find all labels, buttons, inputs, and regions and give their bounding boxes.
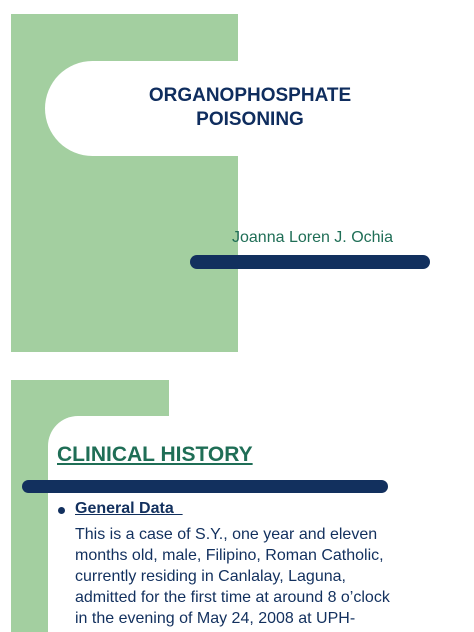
bullet-title: General Data xyxy=(75,500,183,517)
slide-title-text: ORGANOPHOSPHATE POISONING xyxy=(148,85,352,130)
body-line: This is a case of S.Y., one year and eleven xyxy=(75,526,378,543)
section-heading: CLINICAL HISTORY xyxy=(57,443,253,466)
author-name: Joanna Loren J. Ochia xyxy=(232,229,393,246)
slide-clinical-history xyxy=(0,370,474,632)
accent-bar xyxy=(22,480,388,493)
body-line: currently residing in Canlalay, Laguna, xyxy=(75,568,346,585)
bullet-icon xyxy=(58,507,65,514)
bullet-body xyxy=(75,524,474,629)
body-line: in the evening of May 24, 2008 at UPH- xyxy=(75,610,356,627)
body-line: months old, male, Filipino, Roman Catholic, xyxy=(75,547,384,564)
body-line: admitted for the first time at around 8 o’clock xyxy=(75,589,390,606)
accent-bar xyxy=(190,255,430,269)
